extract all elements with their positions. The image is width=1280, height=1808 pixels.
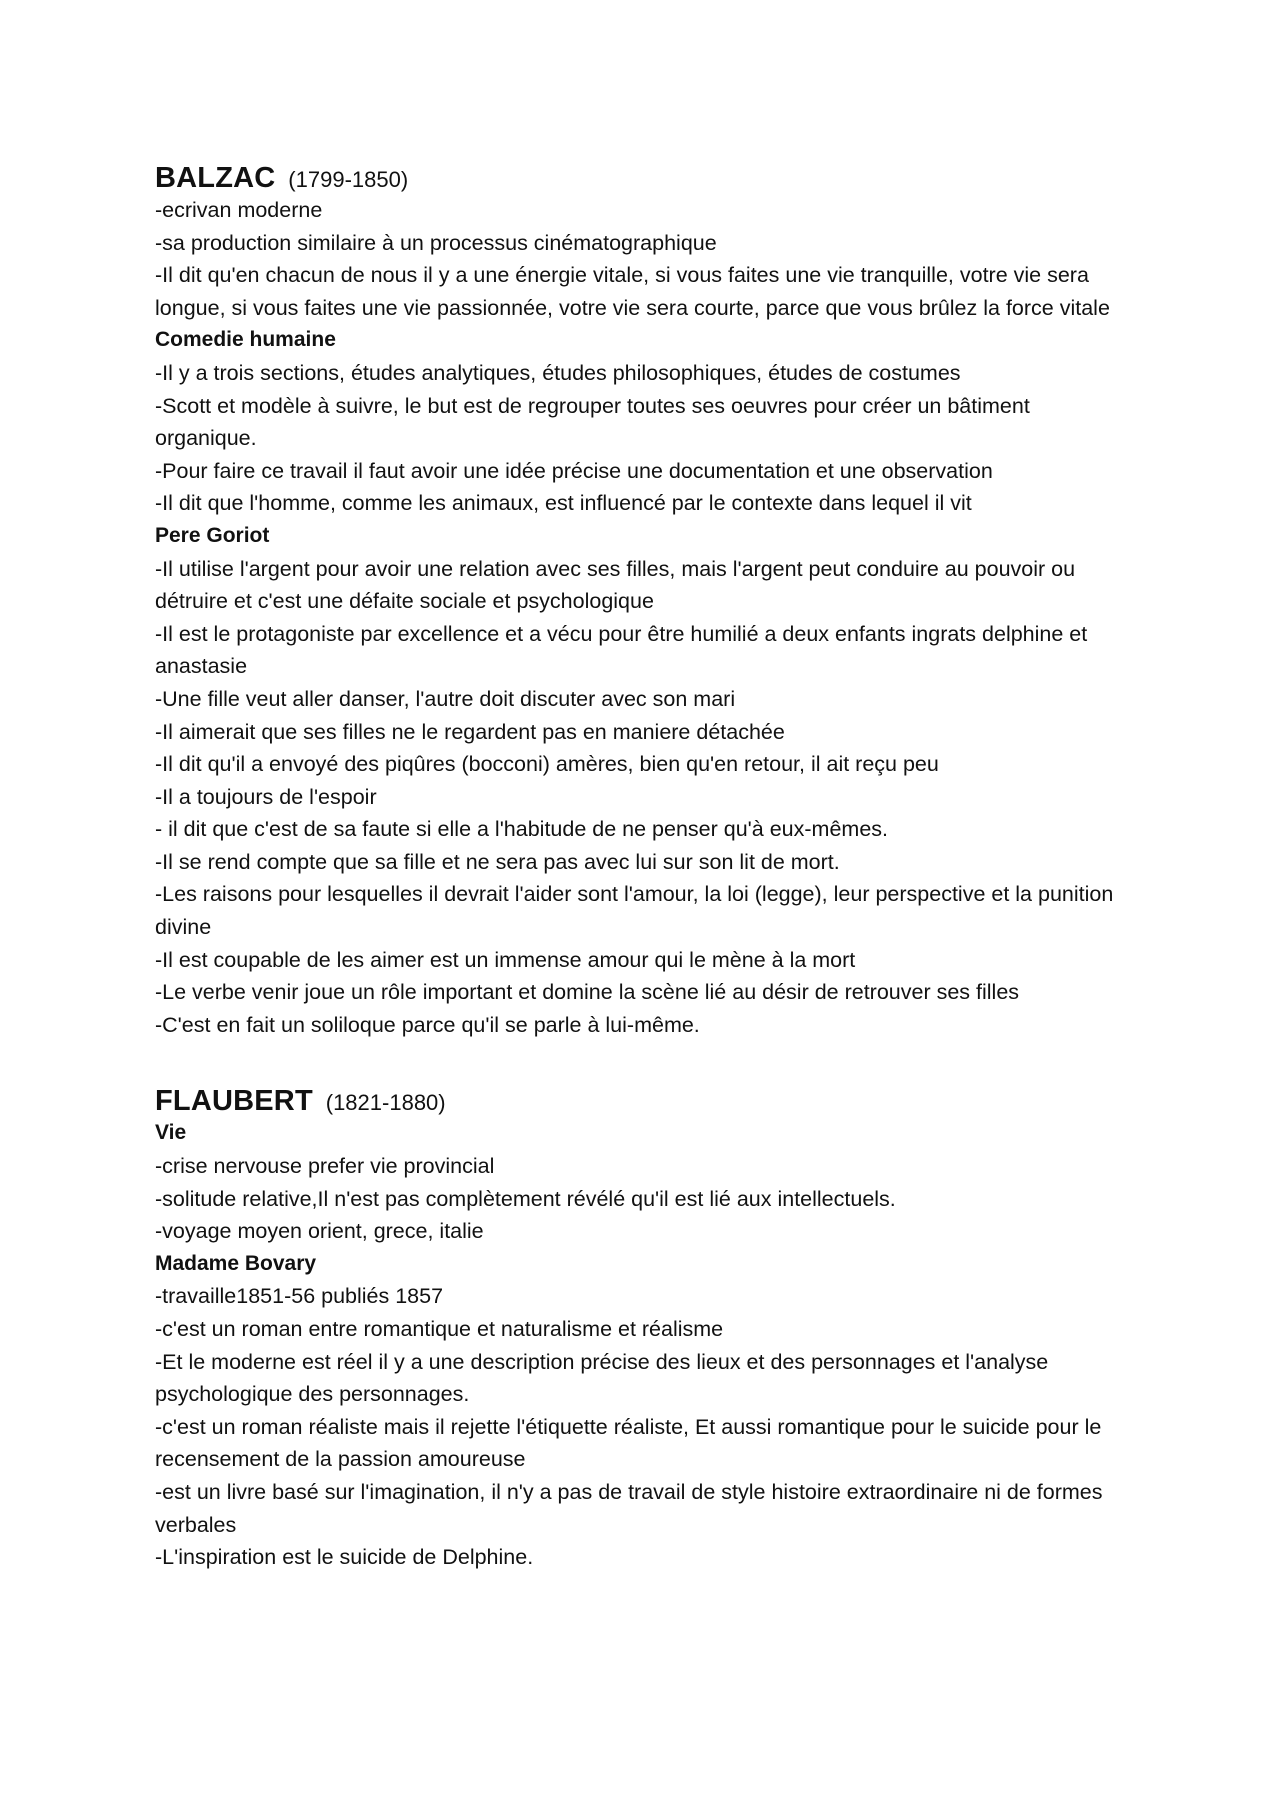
list-item: -Le verbe venir joue un rôle important et domine la scène lié au désir de retrouver ses filles: [155, 980, 1020, 1005]
list-item: -crise nervouse prefer vie provincial: [155, 1154, 495, 1179]
list-item: -Pour faire ce travail il faut avoir une idée précise une documentation et une observation: [155, 458, 993, 483]
author-heading: [155, 1081, 1135, 1117]
list-item: -L'inspiration est le suicide de Delphine.: [155, 1545, 534, 1570]
list-item: -c'est un roman entre romantique et naturalisme et réalisme: [155, 1317, 724, 1341]
list-item: -C'est en fait un soliloque parce qu'il se parle à lui-même.: [155, 1012, 700, 1037]
list-item: -Il utilise l'argent pour avoir une relation avec ses filles, mais l'argent peut conduire au pouvoir ou détruire et c'est une défaite sociale et psychologique: [155, 556, 1076, 614]
subheading-madame-bovary: Madame Bovary: [155, 1251, 317, 1275]
list-item: -est un livre basé sur l'imagination, il n'y a pas de travail de style histoire extraordinaire ni de formes verbales: [155, 1479, 1103, 1537]
list-item: -Et le moderne est réel il y a une description précise des lieux et des personnages et l'analyse psychologique des personnages.: [155, 1349, 1049, 1407]
section-balzac: [155, 158, 1135, 1041]
author-name: BALZAC: [155, 162, 276, 194]
list-item: -Scott et modèle à suivre, le but est de regrouper toutes ses oeuvres pour créer un bâtiment organique.: [155, 393, 1030, 451]
list-item: -Il a toujours de l'espoir: [155, 784, 377, 809]
document-page: [155, 158, 1135, 1574]
author-name: FLAUBERT: [155, 1085, 313, 1118]
list-item: -voyage moyen orient, grece, italie: [155, 1219, 484, 1244]
subheading-vie: Vie: [155, 1121, 187, 1145]
list-item: -travaille1851-56 publiés 1857: [155, 1284, 444, 1309]
subheading-comedie-humaine: Comedie humaine: [155, 328, 336, 352]
list-item: -Il dit qu'en chacun de nous il y a une énergie vitale, si vous faites une vie tranquille, votre vie sera longue, si vous faites une vie passionnée, votre vie sera courte, parce que vous brûlez la force vitale: [155, 263, 1110, 320]
list-item: -ecrivan moderne: [155, 198, 323, 222]
list-item: -Les raisons pour lesquelles il devrait l'aider sont l'amour, la loi (legge), leur perspective et la punition divine: [155, 882, 1114, 940]
list-item: -Il dit qu'il a envoyé des piqûres (bocconi) amères, bien qu'en retour, il ait reçu peu: [155, 752, 939, 777]
list-item: -c'est un roman réaliste mais il rejette l'étiquette réaliste, Et aussi romantique pour le suicide pour le recensement de la passion amoureuse: [155, 1414, 1102, 1472]
list-item: -Il y a trois sections, études analytiques, études philosophiques, études de costumes: [155, 360, 961, 385]
list-item: -Il dit que l'homme, comme les animaux, est influencé par le contexte dans lequel il vit: [155, 491, 972, 516]
list-item: -Il aimerait que ses filles ne le regardent pas en maniere détachée: [155, 719, 785, 744]
subheading-pere-goriot: Pere Goriot: [155, 523, 270, 547]
section-flaubert: [155, 1081, 1135, 1573]
list-item: -Une fille veut aller danser, l'autre doit discuter avec son mari: [155, 686, 736, 711]
list-item: - il dit que c'est de sa faute si elle a l'habitude de ne penser qu'à eux-mêmes.: [155, 817, 888, 842]
list-item: -Il se rend compte que sa fille et ne sera pas avec lui sur son lit de mort.: [155, 849, 840, 874]
list-item: -solitude relative,Il n'est pas complètement révélé qu'il est lié aux intellectuels.: [155, 1186, 896, 1211]
list-item: -Il est le protagoniste par excellence et a vécu pour être humilié a deux enfants ingrats delphine et anastasie: [155, 621, 1088, 679]
author-dates: (1821-1880): [325, 1090, 446, 1116]
author-dates: (1799-1850): [288, 167, 409, 192]
list-item: -sa production similaire à un processus cinématographique: [155, 230, 717, 255]
author-heading: [155, 158, 1135, 194]
list-item: -Il est coupable de les aimer est un immense amour qui le mène à la mort: [155, 947, 856, 972]
